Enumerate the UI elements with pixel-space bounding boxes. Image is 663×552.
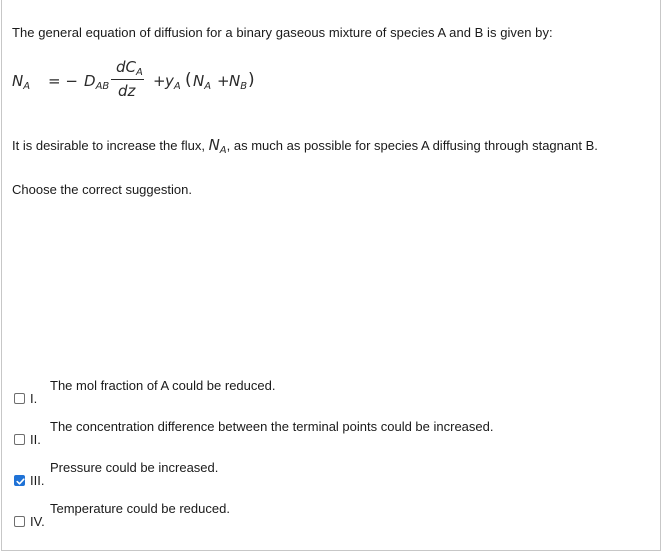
option-numeral: I. — [30, 391, 38, 406]
eq-equals-minus: = − — [48, 72, 78, 90]
option-checkbox[interactable] — [14, 393, 25, 404]
eq-nb-term: $N_B$ — [229, 72, 248, 92]
question-intro: The general equation of diffusion for a binary gaseous mixture of species A and B is given by: — [12, 25, 553, 40]
option-numeral: II. — [30, 432, 41, 447]
option-1[interactable] — [14, 378, 614, 418]
eq-open-paren: ( — [185, 70, 192, 90]
option-checkbox-checked[interactable] — [14, 475, 25, 486]
option-4[interactable] — [14, 501, 614, 541]
question-prompt: Choose the correct suggestion. — [12, 182, 192, 197]
eq-flux-term: $N_A$ — [12, 72, 31, 92]
eq-close-paren: ) — [248, 70, 255, 90]
option-text: The concentration difference between the terminal points could be increased. — [50, 419, 494, 434]
option-text: Pressure could be increased. — [50, 460, 219, 475]
flux-suffix: , as much as possible for species A diffusing through stagnant B. — [226, 138, 598, 153]
option-3[interactable] — [14, 460, 614, 500]
flux-statement — [12, 136, 598, 156]
option-text: The mol fraction of A could be reduced. — [50, 378, 276, 393]
option-numeral: III. — [30, 473, 45, 488]
checkmark-icon — [15, 476, 26, 487]
option-checkbox[interactable] — [14, 516, 25, 527]
eq-mole-fraction: $y_A$ — [165, 72, 181, 92]
option-numeral: IV. — [30, 514, 45, 529]
option-text: Temperature could be reduced. — [50, 501, 230, 516]
option-checkbox[interactable] — [14, 434, 25, 445]
option-2[interactable] — [14, 419, 614, 459]
flux-prefix: It is desirable to increase the flux, — [12, 138, 205, 153]
eq-na-term: $N_A$ — [193, 72, 212, 92]
eq-denominator: dz — [118, 82, 136, 100]
eq-diffusivity: $D_{AB}$ — [84, 72, 110, 92]
flux-variable: $N_A$ — [208, 136, 227, 156]
eq-plus: + — [153, 72, 166, 90]
eq-numerator: $dC_A$ — [116, 58, 143, 78]
fraction-bar — [111, 79, 144, 80]
diffusion-equation — [12, 58, 412, 108]
eq-plus-inner: + — [217, 72, 230, 90]
